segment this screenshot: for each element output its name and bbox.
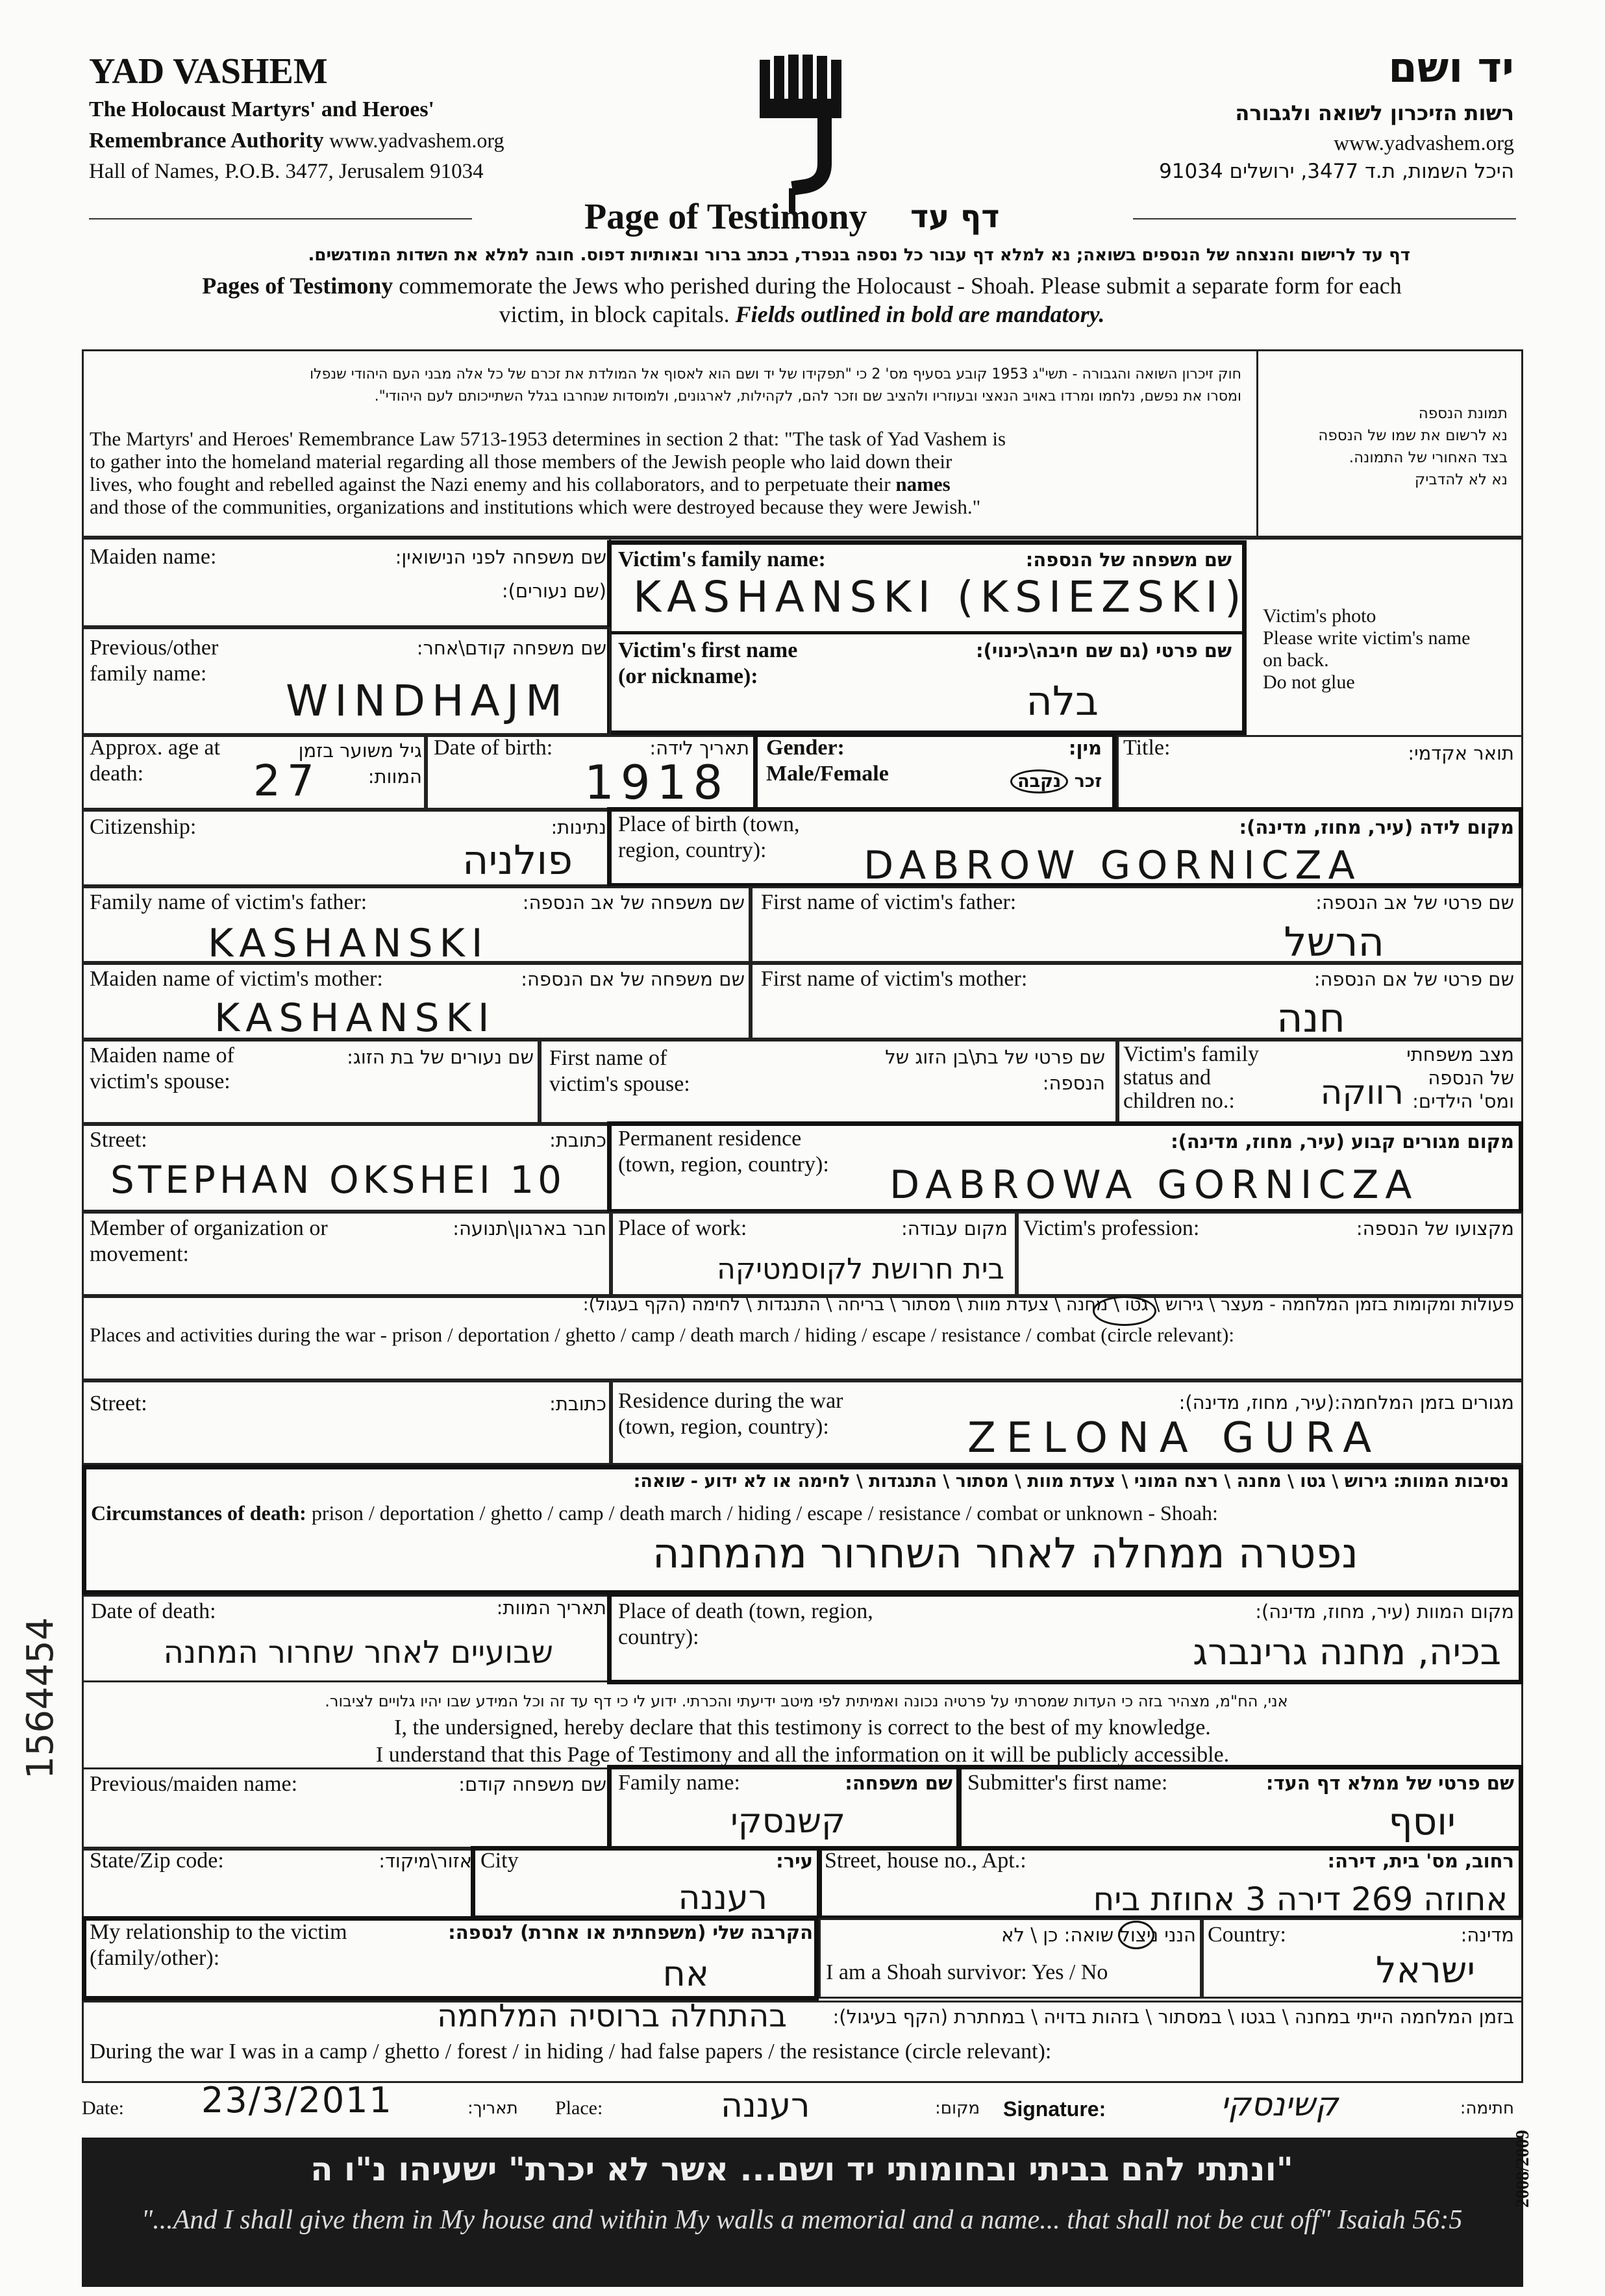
previous-family-name-label-he: שם משפחה קודם\אחר: [416,637,606,659]
place-of-death-label: Place of death (town, region, country): [618,1599,873,1649]
victim-first-name-value[interactable]: בלה [1026,677,1099,725]
age-label-he: גיל משוער בזמן המוות: [298,740,422,788]
circumstances-label-en: Circumstances of death: prison / deportation / ghetto / camp / death march / hiding / escape / resistance / combat or unknown - Shoah: [91,1501,1218,1525]
street-value[interactable]: STEPHAN OKSHEI 10 [110,1158,566,1202]
date-of-death-value[interactable]: שבועיים לאחר שחרור המחנה [163,1634,553,1671]
submitter-family-name-label-he: שם משפחה: [845,1772,952,1794]
zip-code-label-he: אזור\מיקוד: [379,1850,472,1872]
father-family-name-value[interactable]: KASHANSKI [208,921,490,966]
victim-family-name-label-he: שם משפחה של הנספה: [1025,549,1232,571]
father-first-name-label: First name of victim's father: [761,890,1017,914]
intro-en: Pages of Testimony commemorate the Jews who perished during the Holocaust - Shoah. Please submit a separate form for each victim, in block capitals. Fields outlined in bold are mandatory. [202,273,1402,327]
mother-first-name-label-he: שם פרטי של אם הנספה: [1313,968,1514,990]
street-label-he: כתובת: [549,1129,606,1151]
place-label-he: מקום: [935,2099,980,2118]
org-subtitle2-en: Remembrance Authority www.yadvashem.org [89,129,504,153]
profession-label-he: מקצועו של הנספה: [1356,1217,1514,1240]
father-family-name-label-he: שם משפחה של אב הנספה: [522,892,745,914]
country-label-he: מדינה: [1460,1924,1514,1946]
submitter-first-name-label-he: שם פרטי של ממלא דף העד: [1265,1772,1514,1794]
gender-label: Gender: Male/Female [766,736,889,786]
war-street-label: Street: [90,1391,147,1416]
place-of-work-value[interactable]: בית חרושת לקוסמטיקה [717,1253,1004,1286]
submitter-war-label-en: During the war I was in a camp / ghetto / forest / in hiding / had false papers / the resistance (circle relevant): [90,2040,1052,2064]
submitter-street-label: Street, house no., Apt.: [825,1849,1026,1873]
date-of-death-label-he: תאריך המוות: [496,1597,606,1619]
age-value[interactable]: 27 [253,756,321,806]
declaration-en: I, the undersigned, hereby declare that this testimony is correct to the best of my knowledge. I understand that this Page of Testimony and all the information on it will be publicly accessible. [375,1716,1230,1767]
header-rule-left [89,218,472,219]
date-of-birth-value[interactable]: 1918 [584,755,730,810]
family-status-label-he: מצב משפחתי של הנספה ומס' הילדים: [1406,1043,1514,1112]
org-subtitle-he: רשות הזיכרון לשואה ולגבורה [1235,101,1514,125]
citizenship-label: Citizenship: [90,815,197,839]
cell-war-street[interactable] [82,1380,611,1465]
gender-options-he[interactable] [1010,769,1102,793]
victim-first-name-label: Victim's first name (or nickname): [618,638,798,688]
submitter-war-label-he: בזמן המלחמה הייתי במחנה \ בגטו \ במסתור \ בזהות בדויה \ במחתרת (הקף בעיגול): [832,2006,1514,2028]
family-status-value[interactable]: רווקה [1320,1073,1404,1112]
submitter-first-name-value[interactable]: יוסף [1388,1799,1456,1843]
intro-he: דף עד לרישום והנצחה של הנספים בשואה; נא למלא דף עבור כל נספה בנפרד, בכתב ברור ובאותיות דפוס. חובה למלא את השדות המודגשים. [308,245,1410,265]
permanent-residence-value[interactable]: DABROWA GORNICZA [890,1162,1419,1208]
permanent-residence-label-he: מקום מגורים קבוע (עיר, מחוז, מדינה): [1171,1130,1514,1153]
citizenship-value[interactable]: פולניה [462,836,573,884]
submitter-war-value[interactable]: בהתחלה ברוסיה המלחמה [437,1998,787,2034]
war-detention-circle [1093,1296,1156,1326]
photo-note-he: תמונת הנספה נא לרשום את שמו של הנספה בצד האחורי של התמונה. נא לא להדביק [1318,405,1508,488]
gender-female-he-circled[interactable]: נקבה [1010,769,1068,793]
permanent-residence-label: Permanent residence (town, region, country): [618,1127,829,1177]
declaration-he: אני, הח"מ, מצהיר בזה כי העדות שמסרתי על פרטיה נכונה ואמיתית לפי מיטב ידיעתי והכרתי. ידוע לי כי דף עד זה וכל המידע שבו יהיו גלויים לציבור. [325,1692,1288,1710]
gender-male-he[interactable]: זכר [1074,771,1102,792]
submitter-street-value[interactable]: אחוזה 269 דירה 3 אחוזת ביח [1093,1880,1508,1918]
organization-label-he: חבר בארגון\תנועה: [453,1217,606,1240]
father-first-name-label-he: שם פרטי של אב הנספה: [1315,892,1514,914]
submitter-street-label-he: רחוב, מס' בית, דירה: [1327,1850,1514,1872]
org-url-he-side: www.yadvashem.org [1334,132,1514,155]
maiden-name-label-he: שם משפחה לפני הנישואין: [395,546,606,568]
country-value[interactable]: ישראל [1375,1949,1475,1991]
title-label-he: תואר אקדמי: [1408,742,1514,764]
submitter-previous-name-label-he: שם משפחה קודם: [458,1773,606,1795]
date-label-he: תאריך: [467,2099,518,2118]
profession-label: Victim's profession: [1023,1216,1200,1240]
signature-label: Signature: [1003,2097,1106,2121]
relationship-value[interactable]: אח [662,1953,709,1994]
family-status-label: Victim's family status and children no.: [1123,1042,1259,1113]
page-title-en: Page of Testimony [584,197,867,237]
org-name-he: יד ושם [1388,44,1514,92]
gender-label-he: מין: [1068,737,1102,759]
footer-quote-en: "...And I shall give them in My house and within My walls a memorial and a name... that shall not be cut off" Isaiah 56:5 [141,2205,1463,2235]
shoah-survivor-label-he: הנני ניצול שואה: כן \ לא [1001,1924,1196,1946]
victim-first-name-label-he: שם פרטי (גם שם חיבה\כינוי): [975,640,1232,662]
title-label: Title: [1123,736,1171,760]
date-value[interactable]: 23/3/2011 [201,2080,393,2121]
header-rule-right [1133,218,1516,219]
law-photo-divider [1256,349,1258,538]
org-subtitle-en: The Holocaust Martyrs' and Heroes' [89,97,434,121]
org-address-en: Hall of Names, P.O.B. 3477, Jerusalem 91034 [89,160,484,183]
submitter-previous-name-label: Previous/maiden name: [90,1772,298,1796]
shoah-survivor-label-en: I am a Shoah survivor: Yes / No [826,1960,1108,1984]
mother-maiden-name-value[interactable]: KASHANSKI [214,995,496,1041]
cell-city[interactable] [471,1846,821,1920]
victim-photo-note: Victim's photo Please write victim's name on back. Do not glue [1263,605,1471,693]
spouse-maiden-name-label-he: שם נעורים של בת הזוג: [347,1046,534,1068]
place-value[interactable]: רעננה [721,2086,810,2125]
war-residence-value[interactable]: ZELONA GURA [967,1414,1382,1462]
survivor-yes-circle [1118,1921,1154,1949]
zip-code-label: State/Zip code: [90,1849,224,1873]
war-activities-label-en: Places and activities during the war - prison / deportation / ghetto / camp / death march / hiding / escape / resistance / combat (circle relevant): [90,1323,1234,1346]
date-of-birth-label-he: תאריך לידה: [649,737,749,759]
organization-label: Member of organization or movement: [90,1216,328,1266]
war-activities-label-he: פעולות ומקומות בזמן המלחמה - מעצר \ גירוש \ גטו \ מחנה \ צעדת מוות \ מסתור \ בריחה \ התנגדות \ לחימה (הקף בעגול): [582,1295,1514,1315]
law-text-he: חוק זיכרון השואה והגבורה - תשי"ג 1953 קובע בסעיף מס' 2 כי "תפקידו של יד ושם הוא לאסוף אל המולדת את זכרם של כל אלה מבני העם היהודי שנפלו ומסרו את נפשם, נלחמו ומרדו באויב הנאצי ובעוזריו ולהציב שם וזכר להם, לקהילות, לארגונים, ולמוסדות שנחרבו בגלל השתייכותם לעם היהודי". [310,366,1241,405]
victim-family-name-label: Victim's family name: [618,547,826,571]
org-name-en: YAD VASHEM [89,51,328,92]
spouse-first-name-label: First name of victim's spouse: [549,1046,690,1096]
place-of-birth-value[interactable]: DABROW GORNICZA [864,843,1362,888]
place-of-birth-label: Place of birth (town, region, country): [618,812,800,862]
place-of-birth-label-he: מקום לידה (עיר, מחוז, מדינה): [1239,816,1514,838]
archive-stamp-number: 1564454 [19,1617,62,1779]
city-label: City [480,1849,519,1873]
street-label: Street: [90,1128,147,1152]
circumstances-label-he: נסיבות המוות: גירוש \ גטו \ מחנה \ רצח המוני \ צעדת מוות \ מסתור \ התנגדות \ לחימה או לא ידוע - שואה: [633,1471,1509,1491]
place-of-work-label-he: מקום עבודה: [901,1217,1008,1240]
maiden-name-label: Maiden name: [90,545,217,569]
submitter-family-name-value[interactable]: קשנסקי [730,1802,845,1841]
signature-value[interactable]: קשינסקי [1221,2086,1339,2123]
spouse-maiden-name-label: Maiden name of victim's spouse: [90,1043,234,1093]
maiden-name-label-he2: (שם נעורים): [501,580,606,602]
place-of-work-label: Place of work: [618,1216,747,1240]
relationship-label-he: הקרבה שלי (משפחתית או אחרת) לנספה: [448,1921,813,1943]
city-value[interactable]: רעננה [678,1878,767,1917]
citizenship-label-he: נתינות: [551,816,606,838]
mother-first-name-label: First name of victim's mother: [761,967,1028,991]
date-of-birth-label: Date of birth: [434,736,553,760]
victim-family-name-value[interactable]: KASHANSKI (KSIEZSKI) [633,572,1248,622]
previous-family-name-value[interactable]: WINDHAJM [286,676,569,726]
law-text-en: The Martyrs' and Heroes' Remembrance Law 5713-1953 determines in section 2 that: "The task of Yad Vashem is to gather into the homeland material regarding all those members of the Jewish people who laid down their lives, who fought and rebelled against the Nazi enemy and his collaborators, and to perpetuate their names and those of the communities, organizations and institutions which were destroyed because they were Jewish." [90,427,1006,518]
mother-first-name-value[interactable]: חנה [1276,994,1345,1042]
signature-label-he: חתימה: [1460,2099,1514,2118]
org-address-he: היכל השמות, ת.ד 3477, ירושלים 91034 [1159,160,1514,183]
father-family-name-label: Family name of victim's father: [90,890,367,914]
city-label-he: עיר: [776,1850,813,1872]
form-code: 2008/2009 [1513,2130,1533,2208]
page-title-he: דף עד [910,199,1000,235]
place-of-death-label-he: מקום המוות (עיר, מחוז, מדינה): [1255,1601,1514,1623]
place-label: Place: [555,2097,603,2119]
circumstances-value[interactable]: נפטרה ממחלה לאחר השחרור מהמחנה [652,1530,1358,1578]
date-label: Date: [82,2097,124,2119]
place-of-death-value[interactable]: בכיה, מחנה גרינברג [1193,1631,1501,1673]
war-residence-label: Residence during the war (town, region, country): [618,1389,843,1439]
date-of-death-label: Date of death: [91,1599,216,1623]
mother-maiden-name-label-he: שם משפחה של אם הנספה: [521,968,745,990]
war-street-label-he: כתובת: [549,1393,606,1415]
relationship-label: My relationship to the victim (family/other): [90,1920,347,1970]
spouse-first-name-label-he: שם פרטי של בת\בן הזוג של הנספה: [885,1046,1105,1094]
yad-vashem-logo [753,53,851,216]
victim-name-divider [607,631,1247,634]
mother-maiden-name-label: Maiden name of victim's mother: [90,967,383,991]
submitter-first-name-label: Submitter's first name: [967,1771,1168,1795]
war-residence-label-he: מגורים בזמן המלחמה:(עיר, מחוז, מדינה): [1178,1391,1514,1414]
submitter-family-name-label: Family name: [618,1771,740,1795]
footer-quote-he: "ונתתי להם בביתי ובחומותי יד ושם... אשר לא יכרת" ישעיהו נ"ו ה [310,2151,1293,2188]
previous-family-name-label: Previous/other family name: [90,636,219,686]
father-first-name-value[interactable]: הרשל [1284,918,1384,966]
age-label: Approx. age at death: [90,736,221,786]
country-label: Country: [1208,1923,1286,1947]
